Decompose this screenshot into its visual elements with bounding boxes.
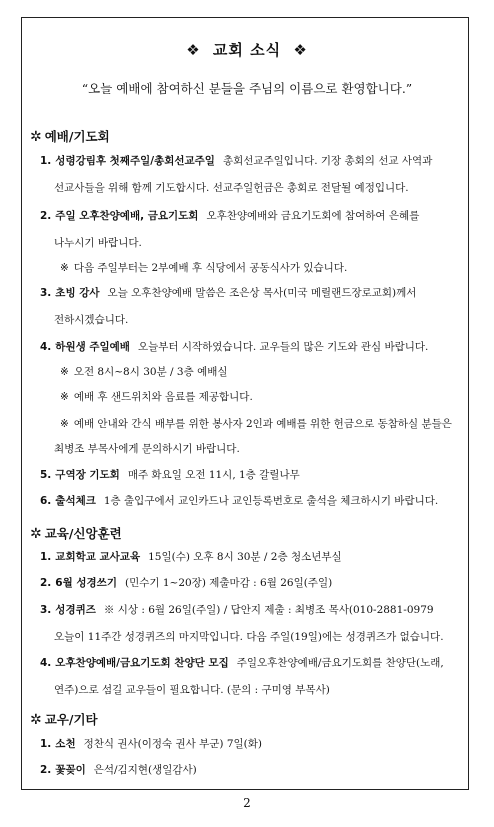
section-heading-text: 예배/기도회 bbox=[44, 129, 110, 144]
page-title bbox=[0, 39, 494, 60]
list-item bbox=[40, 603, 434, 617]
item-title: 6월 성경쓰기 bbox=[55, 577, 117, 589]
item-text: 최병조 부목사에게 문의하시기 바랍니다. bbox=[54, 443, 240, 455]
item-number: 2. bbox=[40, 764, 52, 776]
diamond-ornament-icon: ❖ bbox=[186, 41, 201, 59]
item-text: 선교사들을 위해 함께 기도합시다. 선교주일헌금은 총회로 전달될 예정입니다. bbox=[54, 182, 409, 194]
item-text: 예배 안내와 간식 배부를 위한 봉사자 2인과 예배를 위한 헌금으로 동참하실 분들은 bbox=[73, 418, 452, 430]
title-text: 교회 소식 bbox=[212, 41, 282, 59]
item-text: 총회선교주일입니다. 기장 총회의 선교 사역과 bbox=[222, 155, 433, 167]
item-number: 3. bbox=[40, 287, 52, 299]
list-item bbox=[40, 209, 419, 223]
page-number: 2 bbox=[243, 796, 251, 810]
item-number: 4. bbox=[40, 657, 52, 669]
item-number: 1. bbox=[40, 155, 52, 167]
item-text: 오늘부터 시작하였습니다. 교우들의 많은 기도와 관심 바랍니다. bbox=[137, 341, 429, 353]
item-title: 출석체크 bbox=[55, 495, 96, 507]
section-heading-text: 교우/기타 bbox=[44, 712, 98, 727]
item-title: 주일 오후찬양예배, 금요기도회 bbox=[55, 210, 199, 222]
list-item bbox=[40, 286, 416, 300]
list-item bbox=[54, 236, 142, 250]
item-number: 2. bbox=[40, 210, 52, 222]
item-title: 소천 bbox=[55, 738, 76, 750]
note-mark-icon: ※ bbox=[60, 262, 69, 274]
item-title: 성경퀴즈 bbox=[55, 604, 96, 616]
list-item bbox=[40, 763, 197, 777]
item-text: 오전 8시~8시 30분 / 3층 예배실 bbox=[73, 366, 228, 378]
list-item bbox=[54, 630, 444, 644]
item-title: 구역장 기도회 bbox=[55, 469, 120, 481]
item-text: 예배 후 샌드위치와 음료를 제공합니다. bbox=[73, 391, 253, 403]
item-text: 은석/김지현(생일감사) bbox=[93, 764, 197, 776]
list-item bbox=[40, 576, 332, 590]
list-item bbox=[54, 683, 330, 697]
item-text: ※ 시상 : 6월 26일(주일) / 답안지 제출 : 최병조 목사(010-2881-0979 bbox=[103, 604, 434, 616]
list-item bbox=[40, 737, 262, 751]
list-item bbox=[60, 365, 228, 379]
list-item bbox=[40, 550, 342, 564]
section-heading bbox=[30, 127, 110, 145]
item-text: 오늘 오후찬양예배 말씀은 조은상 목사(미국 메릴랜드장로교회)께서 bbox=[107, 287, 417, 299]
item-title: 하원생 주일예배 bbox=[55, 341, 130, 353]
item-title: 꽃꽂이 bbox=[55, 764, 86, 776]
item-text: 매주 화요일 오전 11시, 1층 갈릴나무 bbox=[127, 469, 300, 481]
item-text: 나누시기 바랍니다. bbox=[54, 237, 142, 249]
item-text: 오후찬양예배와 금요기도회에 참여하여 은혜를 bbox=[206, 210, 420, 222]
item-text: 오늘이 11주간 성경퀴즈의 마지막입니다. 다음 주일(19일)에는 성경퀴즈가 없습니다. bbox=[54, 631, 444, 643]
item-number: 6. bbox=[40, 495, 52, 507]
item-number: 4. bbox=[40, 341, 52, 353]
item-text: 정찬식 권사(이정숙 권사 부군) 7일(화) bbox=[83, 738, 263, 750]
section-heading bbox=[30, 524, 122, 542]
asterisk-star-icon: ✲ bbox=[30, 129, 42, 145]
list-item bbox=[60, 417, 452, 431]
item-text: (민수기 1~20장) 제출마감 : 6월 26일(주일) bbox=[124, 577, 333, 589]
item-text: 전하시겠습니다. bbox=[54, 314, 129, 326]
list-item bbox=[60, 261, 347, 275]
note-mark-icon: ※ bbox=[60, 366, 69, 378]
asterisk-star-icon: ✲ bbox=[30, 526, 42, 542]
list-item bbox=[40, 340, 428, 354]
item-number: 5. bbox=[40, 469, 52, 481]
note-mark-icon: ※ bbox=[60, 391, 69, 403]
item-title: 교회학교 교사교육 bbox=[55, 551, 141, 563]
list-item bbox=[40, 494, 438, 508]
item-title: 성령강림후 첫째주일/총회선교주일 bbox=[55, 155, 215, 167]
item-number: 2. bbox=[40, 577, 52, 589]
note-mark-icon: ※ bbox=[60, 418, 69, 430]
list-item bbox=[40, 468, 300, 482]
item-text: 15일(수) 오후 8시 30분 / 2층 청소년부실 bbox=[148, 551, 342, 563]
item-text: 연주)으로 섬길 교우들이 필요합니다. (문의 : 구미영 부목사) bbox=[54, 684, 330, 696]
diamond-ornament-icon: ❖ bbox=[293, 41, 308, 59]
list-item bbox=[54, 442, 240, 456]
item-number: 1. bbox=[40, 551, 52, 563]
welcome-message: “오늘 예배에 참여하신 분들을 주님의 이름으로 환영합니다.” bbox=[81, 81, 413, 96]
item-title: 오후찬양예배/금요기도회 찬양단 모집 bbox=[55, 657, 229, 669]
item-text: 다음 주일부터는 2부예배 후 식당에서 공동식사가 있습니다. bbox=[73, 262, 348, 274]
list-item bbox=[54, 313, 128, 327]
list-item bbox=[40, 154, 432, 168]
section-heading bbox=[30, 710, 98, 728]
item-number: 1. bbox=[40, 738, 52, 750]
list-item bbox=[54, 181, 409, 195]
item-text: 주일오후찬양예배/금요기도회를 찬양단(노래, bbox=[236, 657, 444, 669]
item-text: 1층 출입구에서 교인카드나 교인등록번호로 출석을 체크하시기 바랍니다. bbox=[103, 495, 439, 507]
list-item bbox=[40, 656, 444, 670]
section-heading-text: 교육/신앙훈련 bbox=[44, 526, 122, 541]
item-title: 초빙 강사 bbox=[55, 287, 100, 299]
item-number: 3. bbox=[40, 604, 52, 616]
asterisk-star-icon: ✲ bbox=[30, 712, 42, 728]
list-item bbox=[60, 390, 253, 404]
